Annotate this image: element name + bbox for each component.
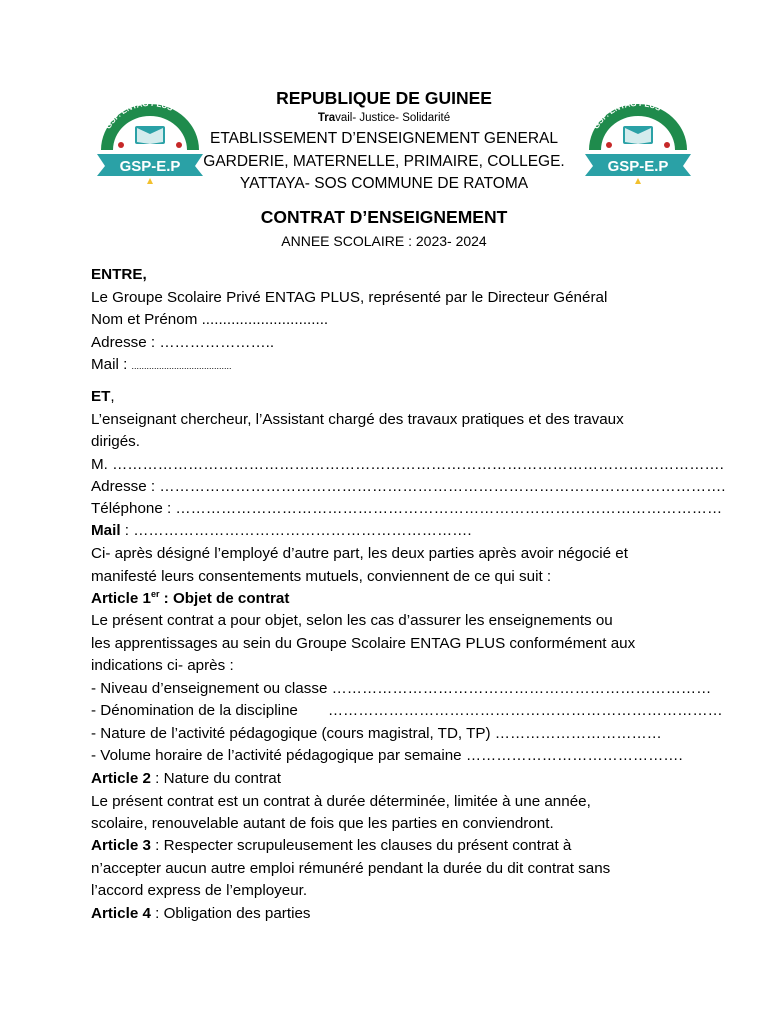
logo-arc-text: GSP. ENTAG PLUS: [103, 98, 175, 131]
national-motto: [200, 112, 568, 124]
article1-label: Article 1: [91, 590, 151, 607]
party2-mail-label: Mail: [91, 522, 121, 539]
article1-item3: - Nature de l’activité pédagogique (cours magistral, TD, TP) ……………………………: [91, 725, 662, 742]
logo-banner-text: GSP-E.P: [607, 158, 669, 175]
article4-heading: [91, 904, 691, 924]
logo-arc-text: GSP. ENTAG PLUS: [591, 98, 663, 131]
article2-heading: [91, 769, 691, 789]
party2-mail: [91, 521, 691, 541]
school-logo-left: [91, 98, 209, 188]
article3-text1: : Respecter scrupuleusement les clauses du présent contrat à: [150, 837, 572, 854]
article1-title: : Objet de contrat: [159, 590, 290, 607]
party1-mail-label: Mail :: [91, 356, 132, 373]
preamble-line1: Ci- après désigné l’employé d’autre part, les deux parties après avoir négocié et: [91, 545, 628, 562]
party1-mail-dots: ........................................: [131, 361, 232, 371]
article4-title: : Obligation des parties: [150, 905, 311, 922]
article1-item4: - Volume horaire de l’activité pédagogique par semaine …………………………………….: [91, 747, 683, 764]
school-logo-right: [579, 98, 697, 188]
party1-heading: ENTRE,: [91, 266, 147, 283]
article1-item2: [91, 701, 723, 721]
article2-label: Article 2: [91, 770, 151, 787]
article2-text1: Le présent contrat est un contrat à durée déterminée, limitée à une année,: [91, 793, 591, 810]
party2-address: Adresse : ………………………………………………………………………………………………….: [91, 478, 726, 495]
logo-banner-text: GSP-E.P: [119, 158, 181, 175]
motto-bold: Tra: [317, 112, 336, 124]
party1-name: Nom et Prénom ..............................: [91, 311, 329, 328]
school-levels: GARDERIE, MATERNELLE, PRIMAIRE, COLLEGE.: [203, 153, 565, 170]
article1-item2-label: - Dénomination de la discipline: [91, 702, 298, 719]
article3-text3: l’accord express de l’employeur.: [91, 882, 308, 899]
article2-title: : Nature du contrat: [150, 770, 281, 787]
preamble-line2: manifesté leurs consentements mutuels, conviennent de ce qui suit :: [91, 568, 552, 585]
party2-name: M. ………………………………………………………………………………………………………….: [91, 456, 724, 473]
article1-heading: [91, 589, 691, 609]
party1-mail: [91, 355, 691, 376]
party2-desc-line1: L’enseignant chercheur, l’Assistant chargé des travaux pratiques et des travaux: [91, 411, 624, 428]
party2-desc-line2: dirigés.: [91, 433, 140, 450]
article4-label: Article 4: [91, 905, 151, 922]
party2-mail-dots: : ………………………………………………………….: [120, 522, 472, 539]
article3-text2: n’accepter aucun autre emploi rémunéré pendant la durée du dit contrat sans: [91, 860, 611, 877]
party2-heading-bold: ET: [91, 388, 111, 405]
party2-heading: [91, 387, 691, 407]
party1-address: Adresse : …………………..: [91, 334, 275, 351]
contract-title: CONTRAT D’ENSEIGNEMENT: [260, 207, 508, 227]
motto-rest: vail- Justice- Solidarité: [335, 112, 451, 124]
article1-item2-dots: ……………………………………………………………………: [327, 702, 723, 719]
article3-label: Article 3: [91, 837, 151, 854]
article1-text1: Le présent contrat a pour objet, selon les cas d’assurer les enseignements ou: [91, 612, 613, 629]
school-type: ETABLISSEMENT D’ENSEIGNEMENT GENERAL: [210, 130, 558, 147]
article3-heading: [91, 836, 691, 856]
article1-item1: - Niveau d’enseignement ou classe …………………………………………………………………: [91, 680, 712, 697]
party2-phone: Téléphone : ………………………………………………………………………………………………: [91, 500, 723, 517]
article1-text3: indications ci- après :: [91, 657, 234, 674]
school-year: ANNEE SCOLAIRE : 2023- 2024: [281, 233, 487, 249]
article1-text2: les apprentissages au sein du Groupe Scolaire ENTAG PLUS conformément aux: [91, 635, 636, 652]
school-address: YATTAYA- SOS COMMUNE DE RATOMA: [239, 175, 529, 192]
article1-sup: er: [150, 589, 160, 599]
country-title: REPUBLIQUE DE GUINEE: [276, 88, 492, 108]
article2-text2: scolaire, renouvelable autant de fois que les parties en conviendront.: [91, 815, 554, 832]
party1-description: Le Groupe Scolaire Privé ENTAG PLUS, représenté par le Directeur Général: [91, 289, 608, 306]
party2-heading-rest: ,: [110, 388, 115, 405]
